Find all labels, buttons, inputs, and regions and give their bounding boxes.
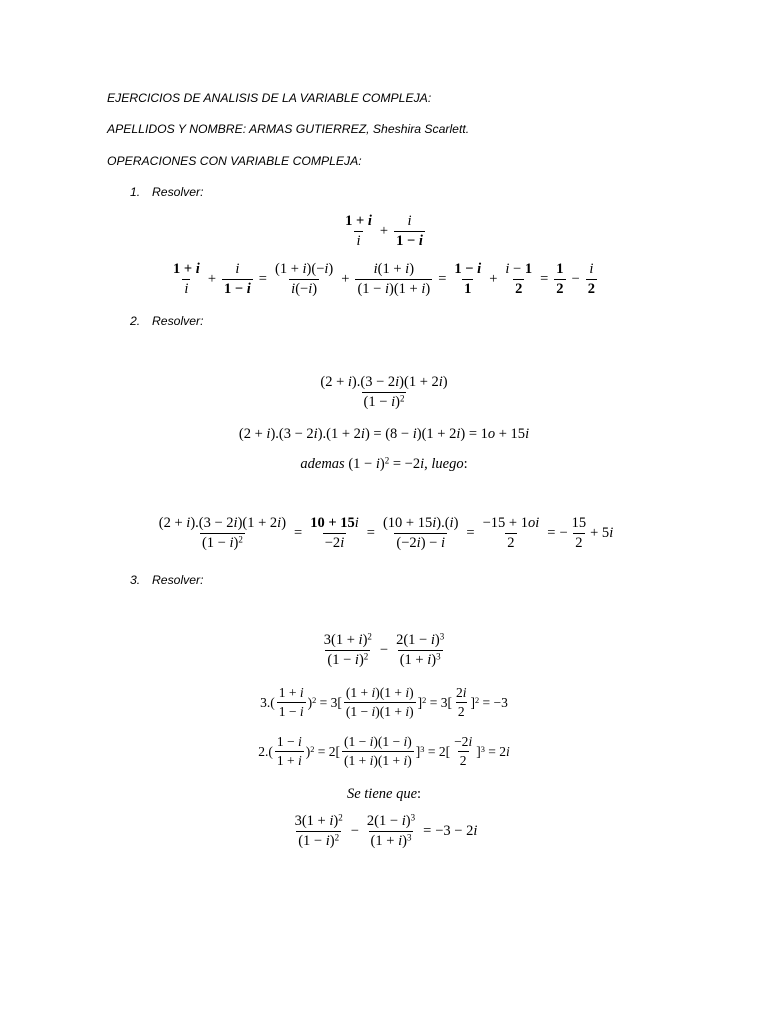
exercise-number: 2. xyxy=(130,314,141,328)
exercise-3-expression: $\frac{3(1 + i)^2}{(1 - i)^2}$ − $\frac{2(1 - i)^3}{(1 + i)^3}$ xyxy=(323,631,445,669)
luego-word: luego xyxy=(431,456,464,472)
exercise-1-solution: $\frac{1 + i}{i}$ + $\frac{i}{1 - i}$ = $\frac{(1 + i)(-i)}{i(-i)}$ + $\frac{i(1 + i)}{(1 - i)(1 + i)}$ = $\frac{1 - i}{1}$ + $\frac{i - 1}{2}$ = $\frac{1}{2}$ − $\frac{i}{2}$ xyxy=(173,261,595,298)
se-tiene-que: Se tiene que xyxy=(346,786,418,802)
ademas-word: ademas xyxy=(300,456,345,472)
exercise-number: 3. xyxy=(130,573,141,587)
exercise-3-conclusion: Se tiene que: xyxy=(346,786,422,802)
exercise-1-expression: $\frac{1 + i}{i}$ + $\frac{i}{1 - i}$ xyxy=(345,213,423,250)
author-line: APELLIDOS Y NOMBRE: ARMAS GUTIERREZ, Sheshira Scarlett. xyxy=(107,122,470,136)
exercise-3-step-2: 2.( $\frac{1 - i}{1 + i}$ )$^2$ = 2[ $\frac{(1 - i)(1 - i)}{(1 + i)(1 + i)}$ ]$^3$ = 2[ $\frac{-2i}{2}$ ]$^3$ = 2i xyxy=(258,734,510,769)
exercise-2-solution: $\frac{(2 + i).(3 - 2i)(1 + 2i)}{(1 - i)^2}$ = $\frac{10 + 15i}{-2i}$ = $\frac{(10 + 15i).(i)}{(-2i) - i}$ = $\frac{-15 + 1oi}{2}$ = − $\frac{15}{2}$ + 5 i xyxy=(158,515,614,552)
exercise-3-step-1: 3.( $\frac{1 + i}{1 - i}$ )$^2$ = 3[ $\frac{(1 + i)(1 + i)}{(1 - i)(1 + i)}$ ]$^2$ = 3[ $\frac{2i}{2}$ ]$^2$ = −3 xyxy=(260,685,508,720)
exercise-2-note: ademas $(1 - i)^2 = -2i$, luego: xyxy=(300,455,468,472)
exercise-number: 1. xyxy=(130,185,141,199)
exercise-label: Resolver: xyxy=(152,314,204,328)
exercise-2-product: (2 + i).(3 − 2i).(1 + 2i) = (8 − i)(1 + 2i) = 1o + 15i xyxy=(238,426,530,442)
exercise-label: Resolver: xyxy=(152,573,204,587)
exercise-2-expression: $\frac{(2 + i).(3 - 2i)(1 + 2i)}{(1 - i)^2}$ xyxy=(320,374,448,411)
exercise-3-solution: $\frac{3(1 + i)^2}{(1 - i)^2}$ − $\frac{2(1 - i)^3}{(1 + i)^3}$ = −3 − 2i xyxy=(294,812,478,850)
exercise-label: Resolver: xyxy=(152,185,204,199)
section-heading: OPERACIONES CON VARIABLE COMPLEJA: xyxy=(107,154,362,168)
document-title: EJERCICIOS DE ANALISIS DE LA VARIABLE COMPLEJA: xyxy=(107,91,432,105)
